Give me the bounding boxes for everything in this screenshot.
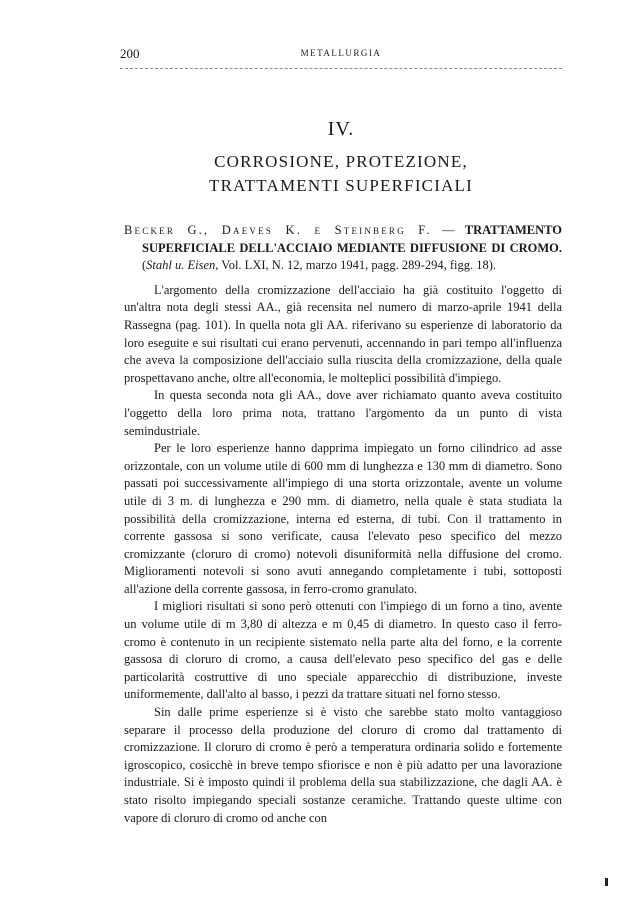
- entry-title: TRATTAMENTO SUPERFICIALE DELL'ACCIAIO MEDIANTE DIFFUSIONE DI CROMO.: [142, 223, 562, 255]
- entry-journal: Stahl u. Eisen: [146, 258, 216, 273]
- body-paragraph-3: Per le loro esperienze hanno dapprima impiegato un forno cilindrico ad asse orizzontale, con un volume utile di 600 mm di lunghezza e 130 mm di diametro. Sono passati poi successivamente all'impiego di una storta orizzontale, avente un volume utile di 3 m. di lunghezza e 290 mm. di diametro, nella quale è stata studiata la possibilità della cromizzazione, interna ed esterna, di tubi. Con il trattamento in corrente gassosa si sono verificate, causa l'elevato peso specifico del mezzo cromizzante (cloruro di cromo) notevoli disuniformità nella diffusione del cromo. Miglioramenti notevoli si sono avuti annegando completamente i tubi, sottoposti all'azione della corrente gassosa, in ferro-cromo granulato.: [124, 441, 562, 596]
- body-paragraph-2: In questa seconda nota gli AA., dove aver richiamato quanto aveva costituito l'oggetto della loro prima nota, trattano l'argomento da un punto di vista semindustriale.: [124, 388, 562, 438]
- page-number: 200: [120, 46, 140, 61]
- running-title: METALLURGIA: [300, 48, 382, 58]
- entry-citation: [124, 222, 562, 275]
- body-paragraph-4: I migliori risultati si sono però ottenuti con l'impiego di un forno a tino, avente un volume utile di m 3,80 di altezza e m 0,45 di diametro. In questo caso il ferro-cromo è contenuto in un recipiente sistemato nella parte alta del forno, e la corrente gassosa di cloruro di cromo, a causa dell'elevato peso specifico del gas e delle particolarità costruttive di uno speciale apparecchio di distribuzione, investe uniformemente, dall'alto al basso, i pezzi da trattare situati nel forno stesso.: [124, 599, 562, 702]
- chapter-number: IV.: [327, 118, 355, 140]
- chapter-title-line-2: TRATTAMENTI SUPERFICIALI: [208, 176, 474, 195]
- entry-authors: Becker G., Daeves K. e Steinberg F.: [124, 223, 432, 237]
- header-rule: [120, 68, 562, 69]
- chapter-title: [120, 150, 562, 198]
- page-header: [120, 46, 562, 64]
- scan-corner-mark: [605, 878, 608, 886]
- entry-source-open: (: [142, 258, 147, 273]
- entry-dash: —: [431, 223, 465, 237]
- bibliographic-entry: [124, 222, 562, 827]
- body-paragraph-1: L'argomento della cromizzazione dell'acciaio ha già costituito l'oggetto di un'altra nota degli stessi AA., già recensita nel numero di marzo-aprile 1941 della Rassegna (pag. 101). In quella nota gli AA. riferivano su esperienze di laboratorio da loro eseguite e sui risultati cui erano pervenuti, accennando in pari tempo all'influenza che aveva la composizione dell'acciaio sulla riuscita della cromizzazione, della quale prospettavano anche, oltre all'economia, le molteplici possibilità d'impiego.: [124, 282, 562, 385]
- chapter-title-line-1: CORROSIONE, PROTEZIONE,: [214, 152, 468, 171]
- entry-citation-details: , Vol. LXI, N. 12, marzo 1941, pagg. 289-294, figg. 18).: [215, 258, 497, 273]
- body-paragraph-5: Sin dalle prime esperienze si è visto che sarebbe stato molto vantaggioso separare il processo della produzione del cloruro di cromo dal trattamento di cromizzazione. Il cloruro di cromo è però a temperatura ordinaria solido e fortemente igroscopico, cosicchè in breve tempo sfiorisce e non è più adatto per una lavorazione industriale. Si è imposto quindi il problema della sua stabilizzazione, che dagli AA. è stato risolto impiegando speciali sostanze ceramiche. Trattando queste ultime con vapore di cloruro di cromo od anche con: [124, 705, 562, 825]
